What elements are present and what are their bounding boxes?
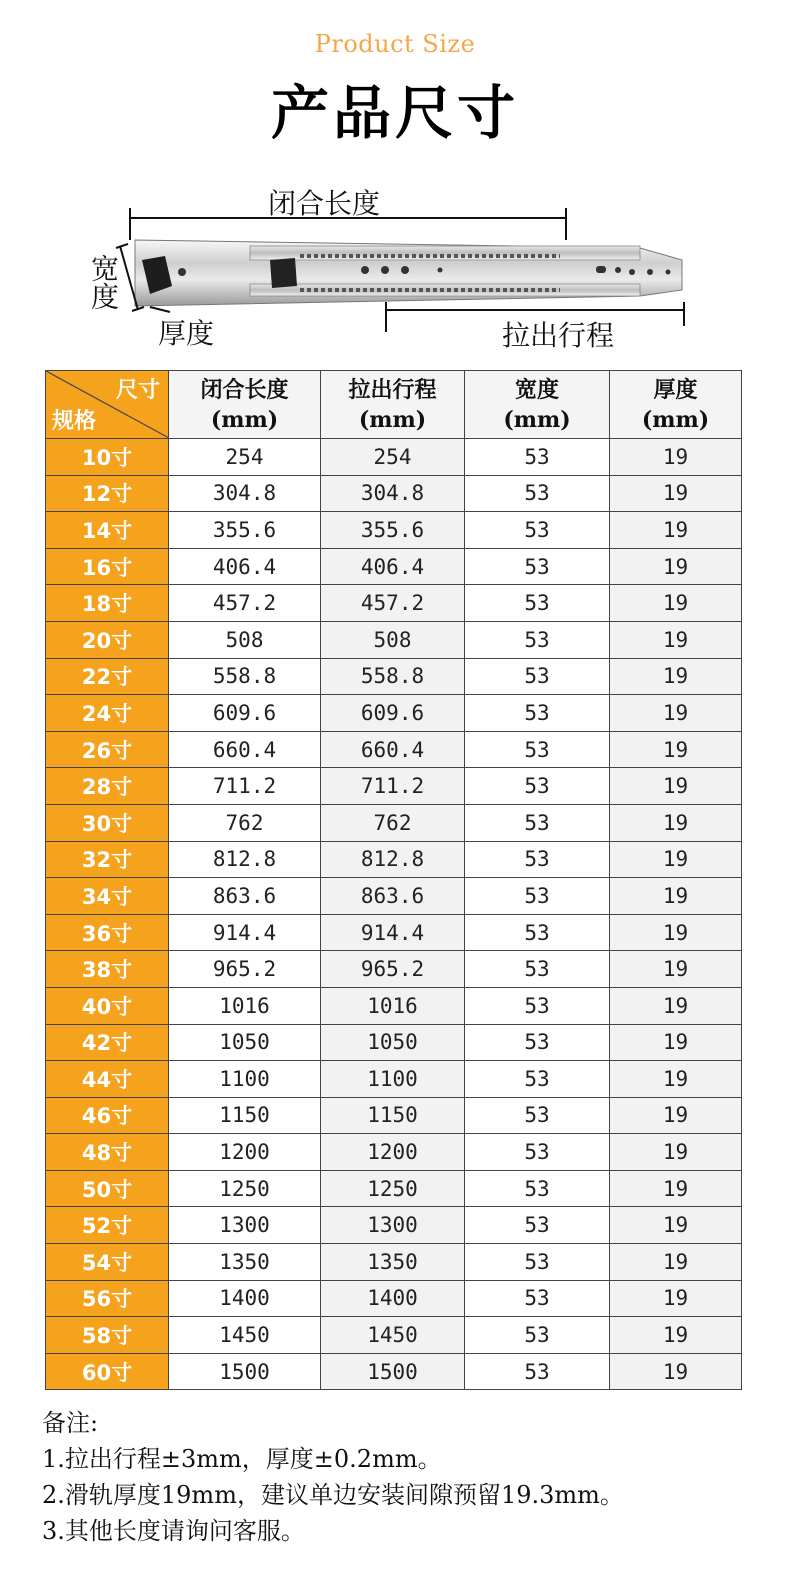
value-cell: 53	[465, 621, 610, 658]
value-cell: 508	[169, 621, 321, 658]
table-row	[46, 768, 742, 805]
column-header-width	[465, 371, 610, 439]
value-cell: 1400	[321, 1280, 465, 1317]
column-header-closed-length	[169, 371, 321, 439]
column-header-extension	[321, 371, 465, 439]
value-cell: 19	[610, 585, 742, 622]
value-cell: 53	[465, 1061, 610, 1098]
value-cell: 19	[610, 548, 742, 585]
spec-cell: 40寸	[46, 987, 169, 1024]
value-cell: 1300	[169, 1207, 321, 1244]
table-row	[46, 731, 742, 768]
value-cell: 19	[610, 731, 742, 768]
size-spec-table	[45, 370, 742, 1390]
value-cell: 53	[465, 475, 610, 512]
spec-cell: 34寸	[46, 878, 169, 915]
table-row	[46, 1097, 742, 1134]
value-cell: 19	[610, 658, 742, 695]
width-label: 宽度	[87, 254, 120, 310]
value-cell: 1100	[169, 1061, 321, 1098]
value-cell: 53	[465, 1134, 610, 1171]
value-cell: 19	[610, 768, 742, 805]
value-cell: 53	[465, 768, 610, 805]
value-cell: 19	[610, 804, 742, 841]
value-cell: 1200	[321, 1134, 465, 1171]
value-cell: 19	[610, 987, 742, 1024]
table-row	[46, 951, 742, 988]
column-name: 厚度	[653, 376, 698, 403]
value-cell: 19	[610, 951, 742, 988]
value-cell: 19	[610, 1061, 742, 1098]
spec-cell: 46寸	[46, 1097, 169, 1134]
spec-cell: 36寸	[46, 914, 169, 951]
value-cell: 19	[610, 1353, 742, 1390]
table-row	[46, 914, 742, 951]
note-item: 1.拉出行程±3mm，厚度±0.2mm。	[42, 1445, 442, 1473]
table-row	[46, 1061, 742, 1098]
table-row	[46, 1280, 742, 1317]
value-cell: 914.4	[321, 914, 465, 951]
notes-heading: 备注:	[42, 1409, 99, 1437]
spec-cell: 44寸	[46, 1061, 169, 1098]
slide-rail-diagram	[0, 160, 790, 370]
table-row	[46, 987, 742, 1024]
value-cell: 53	[465, 548, 610, 585]
spec-cell: 38寸	[46, 951, 169, 988]
value-cell: 1250	[321, 1170, 465, 1207]
header	[0, 0, 790, 150]
value-cell: 53	[465, 987, 610, 1024]
value-cell: 19	[610, 841, 742, 878]
value-cell: 53	[465, 1024, 610, 1061]
value-cell: 1200	[169, 1134, 321, 1171]
value-cell: 304.8	[169, 475, 321, 512]
spec-cell: 20寸	[46, 621, 169, 658]
value-cell: 19	[610, 1280, 742, 1317]
value-cell: 53	[465, 1097, 610, 1134]
spec-cell: 30寸	[46, 804, 169, 841]
value-cell: 660.4	[321, 731, 465, 768]
value-cell: 863.6	[169, 878, 321, 915]
value-cell: 254	[169, 439, 321, 476]
value-cell: 609.6	[321, 695, 465, 732]
value-cell: 863.6	[321, 878, 465, 915]
value-cell: 19	[610, 695, 742, 732]
value-cell: 53	[465, 658, 610, 695]
column-unit: (mm)	[641, 406, 710, 433]
table-row	[46, 1244, 742, 1281]
corner-spec-label: 规格	[52, 408, 97, 434]
note-item: 2.滑轨厚度19mm，建议单边安装间隙预留19.3mm。	[42, 1481, 624, 1509]
value-cell: 1500	[321, 1353, 465, 1390]
spec-cell: 42寸	[46, 1024, 169, 1061]
value-cell: 254	[321, 439, 465, 476]
value-cell: 53	[465, 512, 610, 549]
value-cell: 19	[610, 1244, 742, 1281]
spec-cell: 56寸	[46, 1280, 169, 1317]
value-cell: 53	[465, 804, 610, 841]
page-subtitle: Product Size	[314, 30, 476, 58]
value-cell: 53	[465, 1280, 610, 1317]
table-row	[46, 841, 742, 878]
closed-length-label: 闭合长度	[268, 187, 381, 220]
spec-cell: 48寸	[46, 1134, 169, 1171]
value-cell: 19	[610, 878, 742, 915]
column-name: 闭合长度	[200, 376, 289, 403]
column-name: 宽度	[514, 376, 559, 403]
value-cell: 558.8	[321, 658, 465, 695]
corner-size-label: 尺寸	[115, 377, 160, 403]
value-cell: 1016	[321, 987, 465, 1024]
spec-cell: 10寸	[46, 439, 169, 476]
column-header-thickness	[610, 371, 742, 439]
value-cell: 53	[465, 1244, 610, 1281]
column-unit: (mm)	[503, 406, 571, 433]
value-cell: 762	[169, 804, 321, 841]
value-cell: 53	[465, 951, 610, 988]
value-cell: 406.4	[169, 548, 321, 585]
value-cell: 812.8	[321, 841, 465, 878]
value-cell: 53	[465, 1317, 610, 1354]
column-unit: (mm)	[358, 406, 427, 433]
value-cell: 609.6	[169, 695, 321, 732]
value-cell: 53	[465, 1207, 610, 1244]
value-cell: 1016	[169, 987, 321, 1024]
value-cell: 19	[610, 439, 742, 476]
value-cell: 1150	[169, 1097, 321, 1134]
table-row	[46, 621, 742, 658]
value-cell: 914.4	[169, 914, 321, 951]
table-header-row	[46, 371, 742, 439]
table-body	[46, 439, 742, 1390]
value-cell: 1050	[169, 1024, 321, 1061]
value-cell: 19	[610, 1097, 742, 1134]
spec-cell: 16寸	[46, 548, 169, 585]
value-cell: 558.8	[169, 658, 321, 695]
value-cell: 1100	[321, 1061, 465, 1098]
value-cell: 53	[465, 878, 610, 915]
table-row	[46, 1207, 742, 1244]
table-row	[46, 1317, 742, 1354]
value-cell: 53	[465, 841, 610, 878]
value-cell: 355.6	[321, 512, 465, 549]
value-cell: 53	[465, 1353, 610, 1390]
value-cell: 53	[465, 695, 610, 732]
value-cell: 508	[321, 621, 465, 658]
value-cell: 53	[465, 585, 610, 622]
value-cell: 19	[610, 1024, 742, 1061]
value-cell: 1300	[321, 1207, 465, 1244]
spec-cell: 22寸	[46, 658, 169, 695]
value-cell: 53	[465, 439, 610, 476]
note-item: 3.其他长度请询问客服。	[42, 1517, 305, 1545]
value-cell: 711.2	[169, 768, 321, 805]
value-cell: 711.2	[321, 768, 465, 805]
value-cell: 1150	[321, 1097, 465, 1134]
value-cell: 762	[321, 804, 465, 841]
table-row	[46, 475, 742, 512]
extension-label: 拉出行程	[502, 319, 615, 352]
spec-cell: 26寸	[46, 731, 169, 768]
table-row	[46, 658, 742, 695]
value-cell: 1450	[169, 1317, 321, 1354]
spec-cell: 12寸	[46, 475, 169, 512]
value-cell: 19	[610, 1134, 742, 1171]
table-row	[46, 1353, 742, 1390]
value-cell: 457.2	[321, 585, 465, 622]
value-cell: 19	[610, 512, 742, 549]
value-cell: 19	[610, 914, 742, 951]
spec-cell: 14寸	[46, 512, 169, 549]
value-cell: 19	[610, 475, 742, 512]
spec-cell: 54寸	[46, 1244, 169, 1281]
spec-cell: 24寸	[46, 695, 169, 732]
value-cell: 19	[610, 1170, 742, 1207]
value-cell: 406.4	[321, 548, 465, 585]
table-row	[46, 585, 742, 622]
value-cell: 1450	[321, 1317, 465, 1354]
table-row	[46, 1134, 742, 1171]
value-cell: 53	[465, 914, 610, 951]
value-cell: 965.2	[169, 951, 321, 988]
table-row	[46, 804, 742, 841]
value-cell: 304.8	[321, 475, 465, 512]
corner-header	[46, 371, 169, 439]
spec-cell: 58寸	[46, 1317, 169, 1354]
spec-cell: 28寸	[46, 768, 169, 805]
page-title: 产品尺寸	[270, 79, 519, 147]
value-cell: 1350	[169, 1244, 321, 1281]
value-cell: 965.2	[321, 951, 465, 988]
value-cell: 1350	[321, 1244, 465, 1281]
spec-cell: 18寸	[46, 585, 169, 622]
value-cell: 53	[465, 731, 610, 768]
value-cell: 812.8	[169, 841, 321, 878]
spec-cell: 32寸	[46, 841, 169, 878]
table-row	[46, 1024, 742, 1061]
value-cell: 457.2	[169, 585, 321, 622]
table-row	[46, 878, 742, 915]
thickness-label: 厚度	[158, 317, 215, 350]
table-row	[46, 439, 742, 476]
value-cell: 355.6	[169, 512, 321, 549]
value-cell: 19	[610, 1207, 742, 1244]
table-row	[46, 1170, 742, 1207]
value-cell: 660.4	[169, 731, 321, 768]
notes	[42, 1405, 782, 1549]
value-cell: 19	[610, 621, 742, 658]
value-cell: 1500	[169, 1353, 321, 1390]
value-cell: 19	[610, 1317, 742, 1354]
table-row	[46, 548, 742, 585]
spec-cell: 52寸	[46, 1207, 169, 1244]
table-row	[46, 512, 742, 549]
spec-cell: 60寸	[46, 1353, 169, 1390]
table-row	[46, 695, 742, 732]
value-cell: 1050	[321, 1024, 465, 1061]
column-unit: (mm)	[210, 406, 279, 433]
value-cell: 1250	[169, 1170, 321, 1207]
value-cell: 53	[465, 1170, 610, 1207]
value-cell: 1400	[169, 1280, 321, 1317]
column-name: 拉出行程	[348, 376, 437, 403]
spec-cell: 50寸	[46, 1170, 169, 1207]
